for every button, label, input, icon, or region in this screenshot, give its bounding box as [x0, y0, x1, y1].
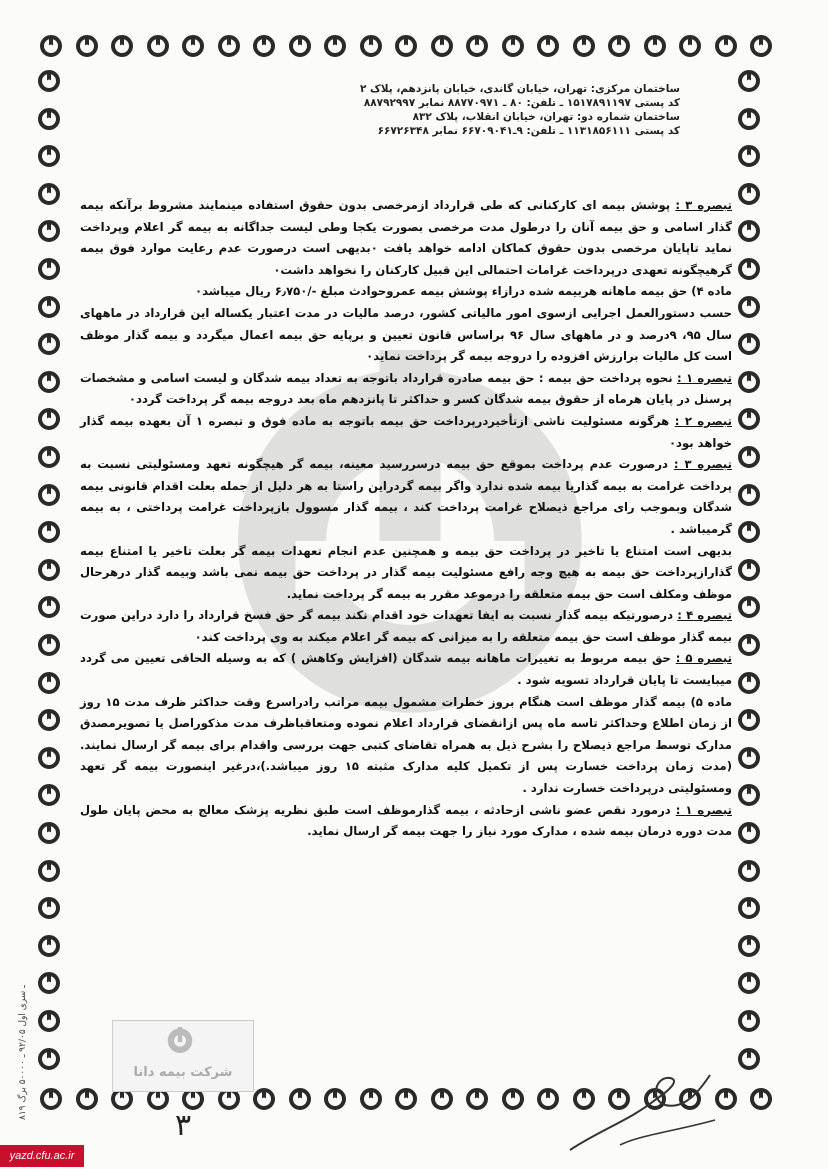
company-address [320, 82, 680, 138]
border-logo-icon [644, 35, 666, 57]
border-logo-icon [38, 559, 60, 581]
border-logo-icon [218, 35, 240, 57]
border-logo-icon [738, 521, 760, 543]
border-logo-icon [738, 220, 760, 242]
border-logo-icon [738, 935, 760, 957]
note-3 [80, 195, 732, 281]
border-logo-icon [738, 371, 760, 393]
border-logo-icon [738, 108, 760, 130]
border-logo-icon [608, 35, 630, 57]
side-note-text: ۸۱۹ ـ سری اول ۹۲/۰۵ ـ ۵۰۰۰۰ برگ [18, 985, 28, 1120]
border-logo-icon [38, 1048, 60, 1070]
note-5 [80, 648, 732, 691]
border-logo-icon [738, 446, 760, 468]
border-logo-icon [38, 672, 60, 694]
logo-border-top [40, 35, 792, 65]
border-logo-icon [537, 1088, 559, 1110]
border-logo-icon [38, 446, 60, 468]
note-1b [80, 800, 732, 843]
border-logo-icon [38, 897, 60, 919]
border-logo-icon [750, 1088, 772, 1110]
border-logo-icon [750, 35, 772, 57]
border-logo-icon [738, 747, 760, 769]
border-logo-icon [360, 1088, 382, 1110]
stamp-logo-icon [165, 1027, 195, 1057]
signature-icon [560, 1060, 720, 1160]
border-logo-icon [111, 35, 133, 57]
border-logo-icon [38, 183, 60, 205]
border-logo-icon [38, 1010, 60, 1032]
printing-side-note [18, 920, 32, 1120]
border-logo-icon [147, 35, 169, 57]
border-logo-icon [38, 822, 60, 844]
address-line: ساختمان مرکزی: تهران، خیابان گاندی، خیابان پانزدهم، پلاک ۲ [359, 83, 680, 95]
contract-body [80, 195, 732, 843]
border-logo-icon [38, 408, 60, 430]
note-1 [80, 368, 732, 411]
border-logo-icon [738, 634, 760, 656]
border-logo-icon [502, 35, 524, 57]
address-line: ساختمان شماره دو: تهران، خیابان انقلاب، پلاک ۸۳۲ [412, 111, 680, 123]
article-heading: ماده ۵) [690, 694, 732, 709]
border-logo-icon [38, 596, 60, 618]
border-logo-icon [38, 784, 60, 806]
border-logo-icon [738, 1010, 760, 1032]
article-4-paragraph: حسب دستورالعمل اجرایی ازسوی امور مالیاتی کشور، درصد مالیات در مدت اعتبار یکساله این قرارداد در ماههای سال ۹۵، ۹درصد و در ماههای سال ۹۶ براساس قانون تعیین و برپایه حق بیمه اعمال میگردد و بیمه گذار موظف است کل مالیات برارزش افزوده را دروجه بیمه گر پرداخت نماید٠ [80, 305, 732, 364]
article-heading: ماده ۴) [691, 284, 732, 299]
border-logo-icon [40, 1088, 62, 1110]
border-logo-icon [466, 1088, 488, 1110]
border-logo-icon [38, 709, 60, 731]
border-logo-icon [38, 108, 60, 130]
border-logo-icon [38, 220, 60, 242]
company-stamp [112, 1020, 254, 1092]
border-logo-icon [715, 35, 737, 57]
border-logo-icon [253, 1088, 275, 1110]
border-logo-icon [738, 408, 760, 430]
logo-border-right [738, 70, 768, 1080]
border-logo-icon [38, 371, 60, 393]
border-logo-icon [738, 145, 760, 167]
border-logo-icon [466, 35, 488, 57]
note-2 [80, 411, 732, 454]
note-heading: تبصره ۳ : [673, 457, 732, 472]
border-logo-icon [38, 972, 60, 994]
border-logo-icon [573, 35, 595, 57]
border-logo-icon [38, 521, 60, 543]
border-logo-icon [738, 972, 760, 994]
stamp-text: شرکت بیمه دانا [133, 1065, 233, 1080]
border-logo-icon [289, 1088, 311, 1110]
source-link[interactable]: yazd.cfu.ac.ir [0, 1145, 84, 1167]
note-heading: تبصره ۴ : [677, 608, 732, 623]
note-text: درصورت عدم پرداخت بموقع حق بیمه درسررسید معینه، بیمه گر هیچگونه تعهد ومسئولیتی نسبت به پرداخت غرامت به بیمه گذاریا بیمه شده ندارد واگر بیمه گردراین راستا به هر دلیل از جمله بعلت اقدام قانونی بیمه شدگان وبموجب رای مراجع ذیصلاح غرامت پرداخت کند ، بیمه گذار مسوول بازپرداخت غرامت پرداختی ، به بیمه گرمیباشد . [80, 457, 732, 536]
article-text: حق بیمه ماهانه هربیمه شده درازاء پوشش بیمه عمروحوادث مبلغ -/۶٫۷۵۰ ریال میباشد٠ [195, 284, 692, 299]
border-logo-icon [40, 35, 62, 57]
border-logo-icon [38, 145, 60, 167]
border-logo-icon [738, 860, 760, 882]
border-logo-icon [738, 822, 760, 844]
border-logo-icon [38, 484, 60, 506]
border-logo-icon [738, 559, 760, 581]
note-heading: تبصره ۵ : [675, 651, 732, 666]
note-text: هرگونه مسئولیت ناشی ازتأخیردرپرداخت حق بیمه باتوجه به ماده فوق و تبصره ۱ آن بعهده بیمه گذار خواهد بود٠ [80, 413, 732, 450]
border-logo-icon [738, 1048, 760, 1070]
page-number: ۳ [175, 1108, 192, 1143]
border-logo-icon [738, 784, 760, 806]
border-logo-icon [738, 709, 760, 731]
address-line: کد پستی ۱۵۱۷۸۹۱۱۹۷ ـ تلفن: ۸۰ ـ ۸۸۷۷۰۹۷۱ نمابر ۸۸۷۹۲۹۹۷ [363, 97, 680, 109]
border-logo-icon [738, 596, 760, 618]
note-heading: تبصره ۳ : [675, 198, 732, 212]
note-3b-paragraph: بدیهی است امتناع یا تاخیر در پرداخت حق بیمه و همچنین عدم انجام تعهدات بیمه گر بعلت تاخیر یا امتناع بیمه گذارازپرداخت حق بیمه به هیچ وجه رافع مسئولیت بیمه گذار در پرداخت حق بیمه نمی باشد وبیمه گذار درهرحال موظف ومکلف است حق بیمه متعلقه را درموعد مقرر به بیمه گر پرداخت نماید. [80, 543, 732, 601]
border-logo-icon [38, 860, 60, 882]
border-logo-icon [289, 35, 311, 57]
note-heading: تبصره ۱ : [675, 802, 732, 817]
border-logo-icon [395, 35, 417, 57]
border-logo-icon [76, 35, 98, 57]
border-logo-icon [38, 935, 60, 957]
border-logo-icon [182, 35, 204, 57]
border-logo-icon [38, 296, 60, 318]
border-logo-icon [738, 183, 760, 205]
address-line: کد پستی ۱۱۳۱۸۵۶۱۱۱ ـ تلفن: ۹ـ۶۶۷۰۹۰۴۱ نمابر ۶۶۷۲۶۳۴۸ [377, 125, 680, 137]
border-logo-icon [431, 1088, 453, 1110]
border-logo-icon [738, 897, 760, 919]
border-logo-icon [324, 35, 346, 57]
border-logo-icon [738, 258, 760, 280]
border-logo-icon [738, 296, 760, 318]
border-logo-icon [324, 1088, 346, 1110]
note-text: درصورتیکه بیمه گذار نسبت به ایفا تعهدات خود اقدام نکند بیمه گر حق فسخ قرارداد را دارد دراین صورت بیمه گذار موظف است حق بیمه متعلقه را به میزانی که بیمه گر اعلام میکند به وی پرداخت کند٠ [80, 608, 732, 644]
note-text: درمورد نقص عضو ناشی ازحادثه ، بیمه گذارموظف است طبق نظریه پزشک معالج به محض پایان طول مدت دوره درمان بیمه شده ، مدارک مورد نیاز را جهت بیمه گر ارسال نماید. [80, 802, 732, 839]
border-logo-icon [38, 258, 60, 280]
article-text: بیمه گذار موظف است هنگام بروز خطرات مشمول بیمه مراتب رادراسرع وقت حداکثر ظرف مدت ۱۵ روز از زمان اطلاع وحداکثر تاسه ماه پس ازانقضای قرارداد اعلام نموده ومتعاقباظرف مدت مذکوراصل یا تصویرمصدق مدارک توسط مراجع ذیصلاح را بشرح ذیل به همراه تقاضای کتبی جهت بررسی واقدام برای بیمه گر ارسال نمایند. (مدت زمان پرداخت خسارت پس از تکمیل کلیه مدارک مثبته ۱۵ روز میباشد.)،درغیر اینصورت بیمه گر تعهد ومسئولیتی درپرداخت خسارت ندارد . [80, 694, 732, 796]
border-logo-icon [502, 1088, 524, 1110]
note-4 [80, 605, 732, 648]
border-logo-icon [431, 35, 453, 57]
article-4 [80, 281, 732, 303]
border-logo-icon [38, 333, 60, 355]
border-logo-icon [738, 672, 760, 694]
article-5 [80, 692, 732, 800]
note-text: نحوه پرداخت حق بیمه : حق بیمه صادره قرارداد باتوجه به تعداد بیمه شدگان و لیست اسامی و مشخصات پرسنل در پایان هرماه از حقوق بیمه شدگان کسر و حداکثر تا پانزدهم ماه بعد دروجه بیمه گر پرداخت گردد٠ [80, 370, 732, 407]
border-logo-icon [76, 1088, 98, 1110]
border-logo-icon [537, 35, 559, 57]
note-text: پوشش بیمه ای کارکنانی که طی قرارداد ازمرخصی بدون حقوق استفاده مینمایند مشروط برآنکه بیمه گذار اسامی و حق بیمه آنان را درطول مدت مرخصی بصورت یکجا وطی لیست جداگانه به بیمه گر اعلام وپرداخت نماید تاپایان مرخصی بدون حقوق کماکان ادامه خواهد یافت ٠بدیهی است درصورت عدم رعایت موارد فوق بیمه گرهیچگونه تعهدی درپرداخت غرامات احتمالی این قبیل کارکنان را نخواهد داشت٠ [80, 198, 732, 277]
border-logo-icon [38, 747, 60, 769]
border-logo-icon [360, 35, 382, 57]
border-logo-icon [253, 35, 275, 57]
border-logo-icon [679, 35, 701, 57]
border-logo-icon [38, 634, 60, 656]
border-logo-icon [738, 333, 760, 355]
note-heading: تبصره ۱ : [676, 370, 732, 385]
border-logo-icon [38, 70, 60, 92]
border-logo-icon [738, 484, 760, 506]
note-3b [80, 454, 732, 540]
note-text: حق بیمه مربوط به تغییرات ماهانه بیمه شدگان (افزایش وکاهش ) که به وسیله الحاقی تعیین می گردد میبایست تا پایان قرارداد تسویه شود . [80, 651, 732, 688]
logo-border-left [38, 70, 68, 1080]
border-logo-icon [738, 70, 760, 92]
border-logo-icon [395, 1088, 417, 1110]
note-heading: تبصره ۲ : [674, 413, 732, 428]
